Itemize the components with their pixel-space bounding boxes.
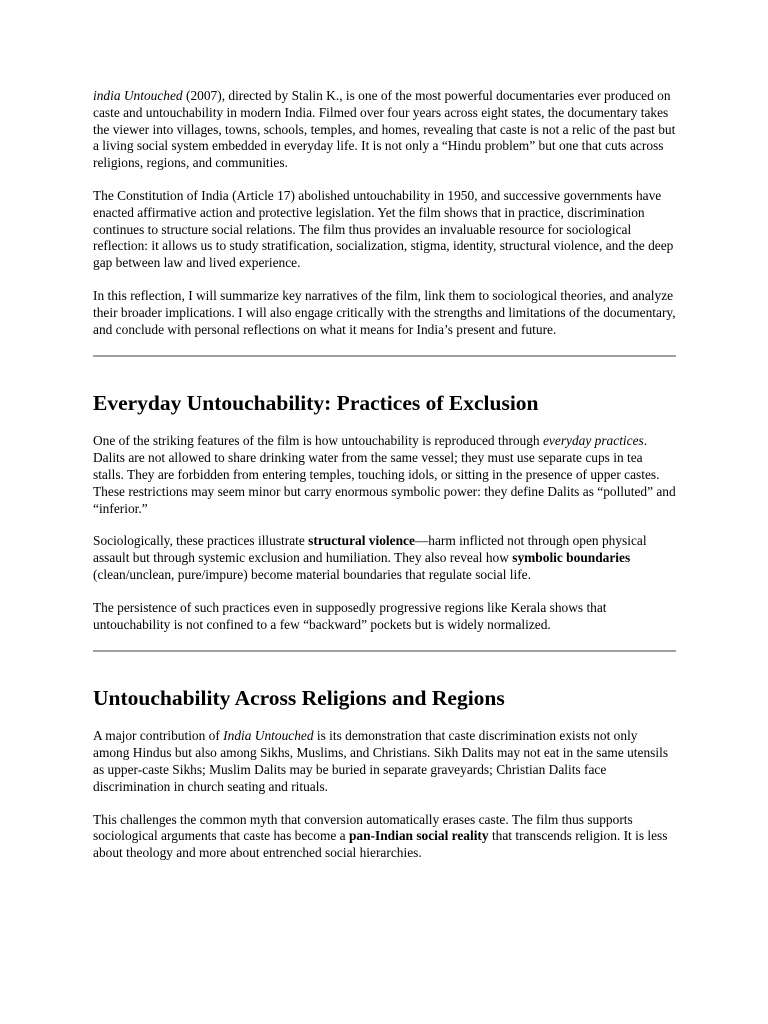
intro-paragraph-1-text: (2007), directed by Stalin K., is one of the most powerful documentaries ever produced on caste and untouchability in modern India. Filmed over four years across eight states, the documentary takes the viewer into villages, towns, schools, temples, and homes, revealing that caste is not a relic of the past but a living social system embedded in everyday life. It is not only a “Hindu problem” but one that cuts across religions, regions, and communities. — [93, 88, 676, 171]
section1-p2-term-1: structural violence — [308, 533, 415, 549]
section1-paragraph-1 — [93, 433, 676, 517]
section1-paragraph-3: The persistence of such practices even in supposedly progressive regions like Kerala shows that untouchability is not confined to a few “backward” pockets but is widely normalized. — [93, 599, 607, 632]
document-page — [93, 88, 676, 878]
section2-paragraph-2 — [93, 812, 676, 862]
section2-p1-text-a: A major contribution of — [93, 728, 224, 744]
section1-p2-text-a: Sociologically, these practices illustrate — [93, 533, 309, 549]
section1-p1-text-a: One of the striking features of the film is how untouchability is reproduced through — [93, 433, 543, 449]
section1-paragraph-2 — [93, 533, 676, 583]
section-divider-2 — [93, 650, 676, 652]
section1-p1-emphasis: everyday practices — [542, 433, 644, 449]
section2-p2-text-a: This challenges the common myth that conversion automatically erases caste. The film thus supports sociological arguments that caste has become a — [93, 811, 633, 844]
section1-p2-text-c: —harm inflicted not through open physical assault but through systemic exclusion and humiliation. They also reveal how — [93, 533, 647, 566]
intro-paragraph-3: In this reflection, I will summarize key narratives of the film, link them to sociological theories, and analyze their broader implications. I will also engage critically with the strengths and limitations of the documentary, and conclude with personal reflections on what it means for India’s present and future. — [93, 287, 676, 337]
section2-p2-text-c: that transcends religion. It is less about theology and more about entrenched social hierarchies. — [93, 828, 668, 861]
section2-p1-film-title: India Untouched — [223, 728, 314, 744]
section2-paragraph-1 — [93, 728, 676, 795]
film-title: india Untouched — [93, 88, 183, 103]
section2-p1-text-c: is its demonstration that caste discrimination exists not only among Hindus but also among Sikhs, Muslims, and Christians. Sikh Dalits may not eat in the same utensils as upper-caste Sikhs; Muslim Dalits may be buried in separate graveyards; Christian Dalits face discrimination in church seating and rituals. — [93, 728, 669, 794]
intro-paragraph-1 — [93, 88, 676, 172]
section1-p2-term-2: symbolic boundaries — [512, 550, 631, 566]
intro-paragraph-2: The Constitution of India (Article 17) abolished untouchability in 1950, and successive governments have enacted affirmative action and protective legislation. Yet the film shows that in practice, discrimination continues to structure social relations. The film thus provides an invaluable resource for sociological reflection: it allows us to study stratification, socialization, stigma, identity, structural violence, and the deep gap between law and lived experience. — [93, 187, 674, 271]
section1-p1-text-c: . Dalits are not allowed to share drinking water from the same vessel; they must use separate cups in tea stalls. They are forbidden from entering temples, touching idols, or sitting in the presence of upper castes. These restrictions may seem minor but carry enormous symbolic power: they define Dalits as “polluted” and “inferior.” — [93, 433, 676, 516]
section2-p2-term: pan-Indian social reality — [348, 828, 489, 844]
section1-heading: Everyday Untouchability: Practices of Exclusion — [93, 391, 539, 416]
section1-p2-text-e: (clean/unclean, pure/impure) become material boundaries that regulate social life. — [93, 566, 531, 582]
section-divider-1 — [93, 355, 676, 357]
section2-heading: Untouchability Across Religions and Regions — [93, 686, 505, 711]
